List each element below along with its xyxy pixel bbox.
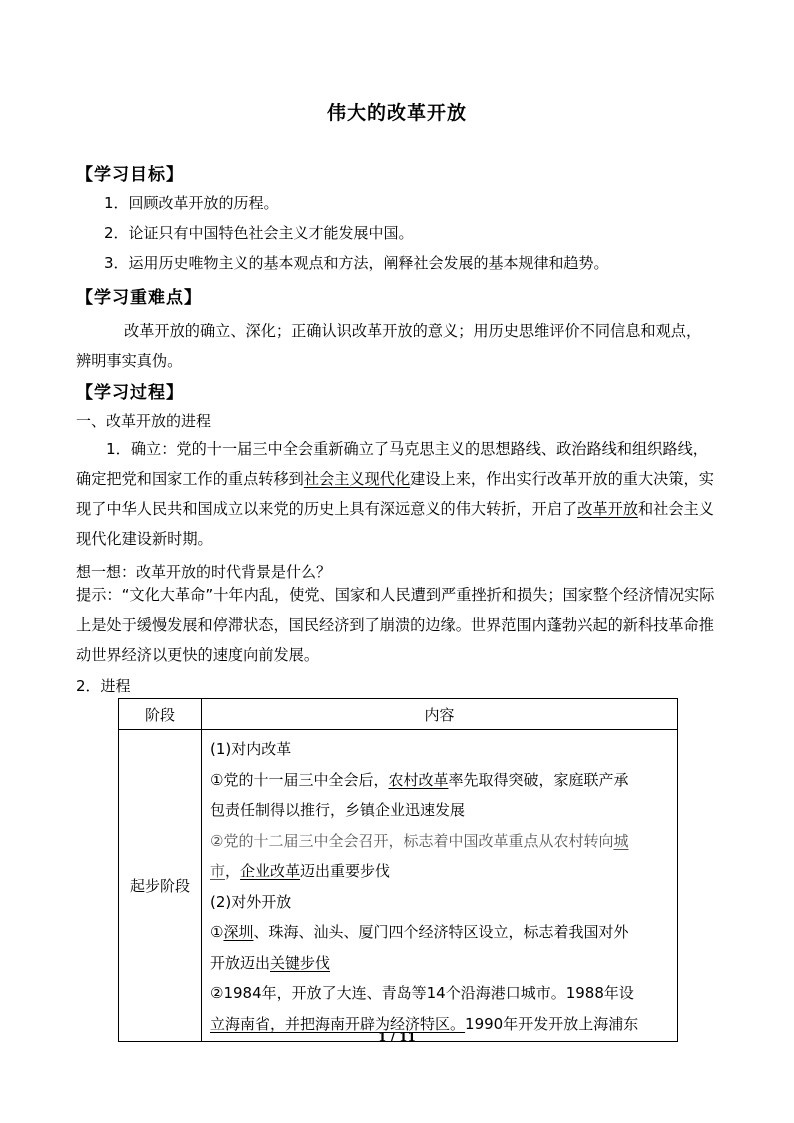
establishment-paragraph: 1．确立：党的十一届三中全会重新确立了马克思主义的思想路线、政治路线和组织路线，确定把党和国家工作的重点转移到社会主义现代化建设上来，作出实行改革开放的重大决策，实现了中华人民共和国成立以来党的历史上具有深远意义的伟大转折，开启了改革开放和社会主义现代化建设新时期。: [76, 440, 714, 548]
content-line: 包责任制得以推行，乡镇企业迅速发展: [210, 801, 466, 819]
underlined-term: 改革开放: [577, 500, 638, 518]
content-line: ②党的十二届三中全会召开，标志着中国改革重点从农村转向城: [210, 831, 629, 850]
content-line: (2)对外开放: [210, 892, 292, 911]
content-line: (1)对内改革: [210, 740, 292, 758]
table-row: [119, 730, 678, 1042]
content-line: ①党的十一届三中全会后，农村改革率先取得突破，家庭联产承: [210, 770, 629, 789]
key-points-heading: 【学习重难点】: [76, 288, 202, 308]
process-table: [118, 698, 678, 1042]
header-content: 内容: [202, 699, 678, 730]
content-line: ①深圳、珠海、汕头、厦门四个经济特区设立，标志着我国对外: [210, 923, 629, 941]
process-heading: 【学习过程】: [76, 383, 184, 403]
table-header-row: [119, 699, 678, 730]
hint-paragraph: 提示：“文化大革命”十年内乱，使党、国家和人民遭到严重挫折和损失；国家整个经济情况实际上是处于缓慢发展和停滞状态，国民经济到了崩溃的边缘。世界范围内蓬勃兴起的新科技革命推动世界经济以更快的速度向前发展。: [76, 586, 715, 664]
content-cell: [202, 730, 678, 1042]
page-title: 伟大的改革开放: [326, 102, 467, 124]
content-line: 市，企业改革迈出重要步伐: [210, 862, 391, 880]
goal-item-3: 3．运用历史唯物主义的基本观点和方法，阐释社会发展的基本规律和趋势。: [104, 254, 609, 272]
goals-heading: 【学习目标】: [76, 165, 184, 185]
think-question: 想一想：改革开放的时代背景是什么？: [76, 563, 332, 581]
goal-item-2: 2．论证只有中国特色社会主义才能发展中国。: [104, 224, 414, 242]
key-points-text: 改革开放的确立、深化；正确认识改革开放的意义；用历史思维评价不同信息和观点，辨明事实真伪。: [76, 322, 702, 370]
section-1-heading: 一、改革开放的进程: [76, 412, 212, 430]
header-stage: 阶段: [119, 699, 202, 730]
content-line: 开放迈出关键步伐: [210, 953, 331, 972]
section-2-heading: 2．进程: [76, 677, 131, 695]
stage-cell: 起步阶段: [119, 730, 202, 1042]
content-line: 立海南省，并把海南开辟为经济特区。1990年开发开放上海浦东: [210, 1014, 639, 1033]
goal-item-1: 1．回顾改革开放的历程。: [104, 194, 279, 212]
underlined-term: 社会主义现代化: [303, 470, 411, 488]
content-line: ②1984年，开放了大连、青岛等14个沿海港口城市。1988年设: [210, 984, 634, 1002]
page-number: 1 / 11: [378, 1030, 416, 1044]
